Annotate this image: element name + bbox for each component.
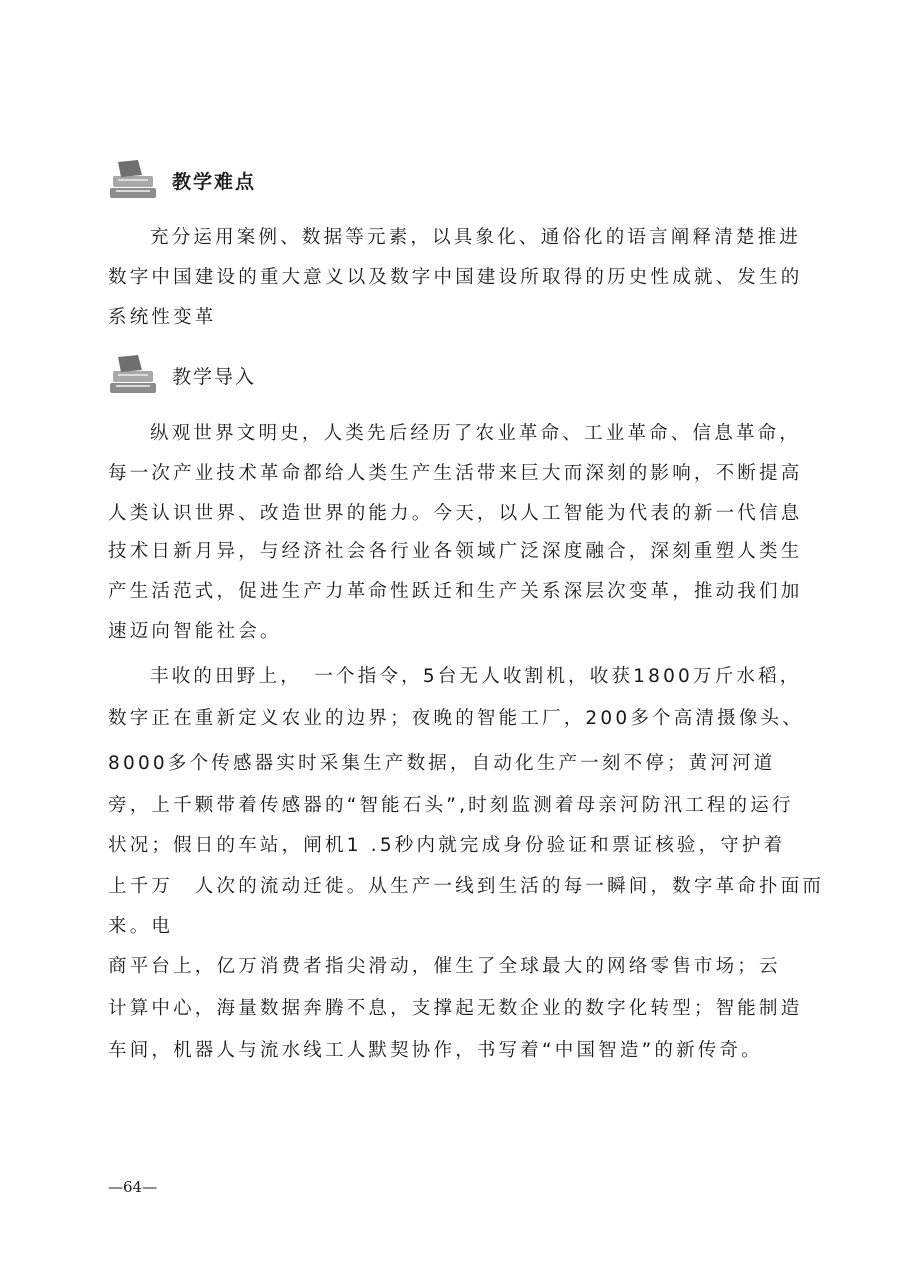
text-line: 计算中心，海量数据奔腾不息，支撑起无数企业的数字化转型；智能制造 — [108, 998, 803, 1019]
text-line: 车间，机器人与流水线工人默契协作，书写着“中国智造”的新传奇。 — [108, 1040, 763, 1061]
text-line: 每一次产业技术革命都给人类生产生活带来巨大而深刻的影响，不断提高 — [108, 463, 803, 484]
text-line: 速迈向智能社会。 — [108, 621, 282, 642]
text-line: 技术日新月异，与经济社会各行业各领域广泛深度融合，深刻重塑人类生 — [108, 541, 803, 562]
section-heading-intro — [108, 350, 256, 400]
section-title: 教学难点 — [172, 170, 257, 193]
text-line: 数字中国建设的重大意义以及数字中国建设所取得的历史性成就、发生的 — [108, 267, 803, 288]
section-title: 教学导入 — [172, 365, 257, 388]
text-line: 上千万 人次的流动迁徙。从生产一线到生活的每一瞬间，数字革命扑面而 — [108, 876, 825, 897]
text-line: 丰收的田野上， 一个指令，5台无人收割机，收获1800万斤水稻， — [150, 666, 802, 687]
text-line: 系统性变革 — [108, 307, 217, 328]
text-line: 人类认识世界、改造世界的能力。今天，以人工智能为代表的新一代信息 — [108, 503, 803, 524]
books-icon — [108, 158, 160, 202]
books-icon — [108, 353, 160, 397]
text-line: 来。电 — [108, 916, 174, 937]
text-line: 纵观世界文明史，人类先后经历了农业革命、工业革命、信息革命， — [150, 423, 802, 444]
page-number: —64— — [108, 1178, 158, 1196]
text-line: 旁，上千颗带着传感器的“智能石头”,时刻监测着母亲河防汛工程的运行 — [108, 795, 794, 816]
text-line: 充分运用案例、数据等元素，以具象化、通俗化的语言阐释清楚推进 — [150, 227, 802, 248]
text-line: 数字正在重新定义农业的边界；夜晚的智能工厂，200多个高清摄像头、 — [108, 708, 804, 729]
text-line: 商平台上，亿万消费者指尖滑动，催生了全球最大的网络零售市场；云 — [108, 956, 781, 977]
section-heading-difficulty — [108, 155, 256, 205]
text-line: 8000多个传感器实时采集生产数据，自动化生产一刻不停；黄河河道 — [108, 753, 776, 774]
text-line: 状况；假日的车站，闸机1 .5秒内就完成身份验证和票证核验，守护着 — [108, 835, 786, 856]
text-line: 产生活范式，促进生产力革命性跃迁和生产关系深层次变革，推动我们加 — [108, 581, 803, 602]
